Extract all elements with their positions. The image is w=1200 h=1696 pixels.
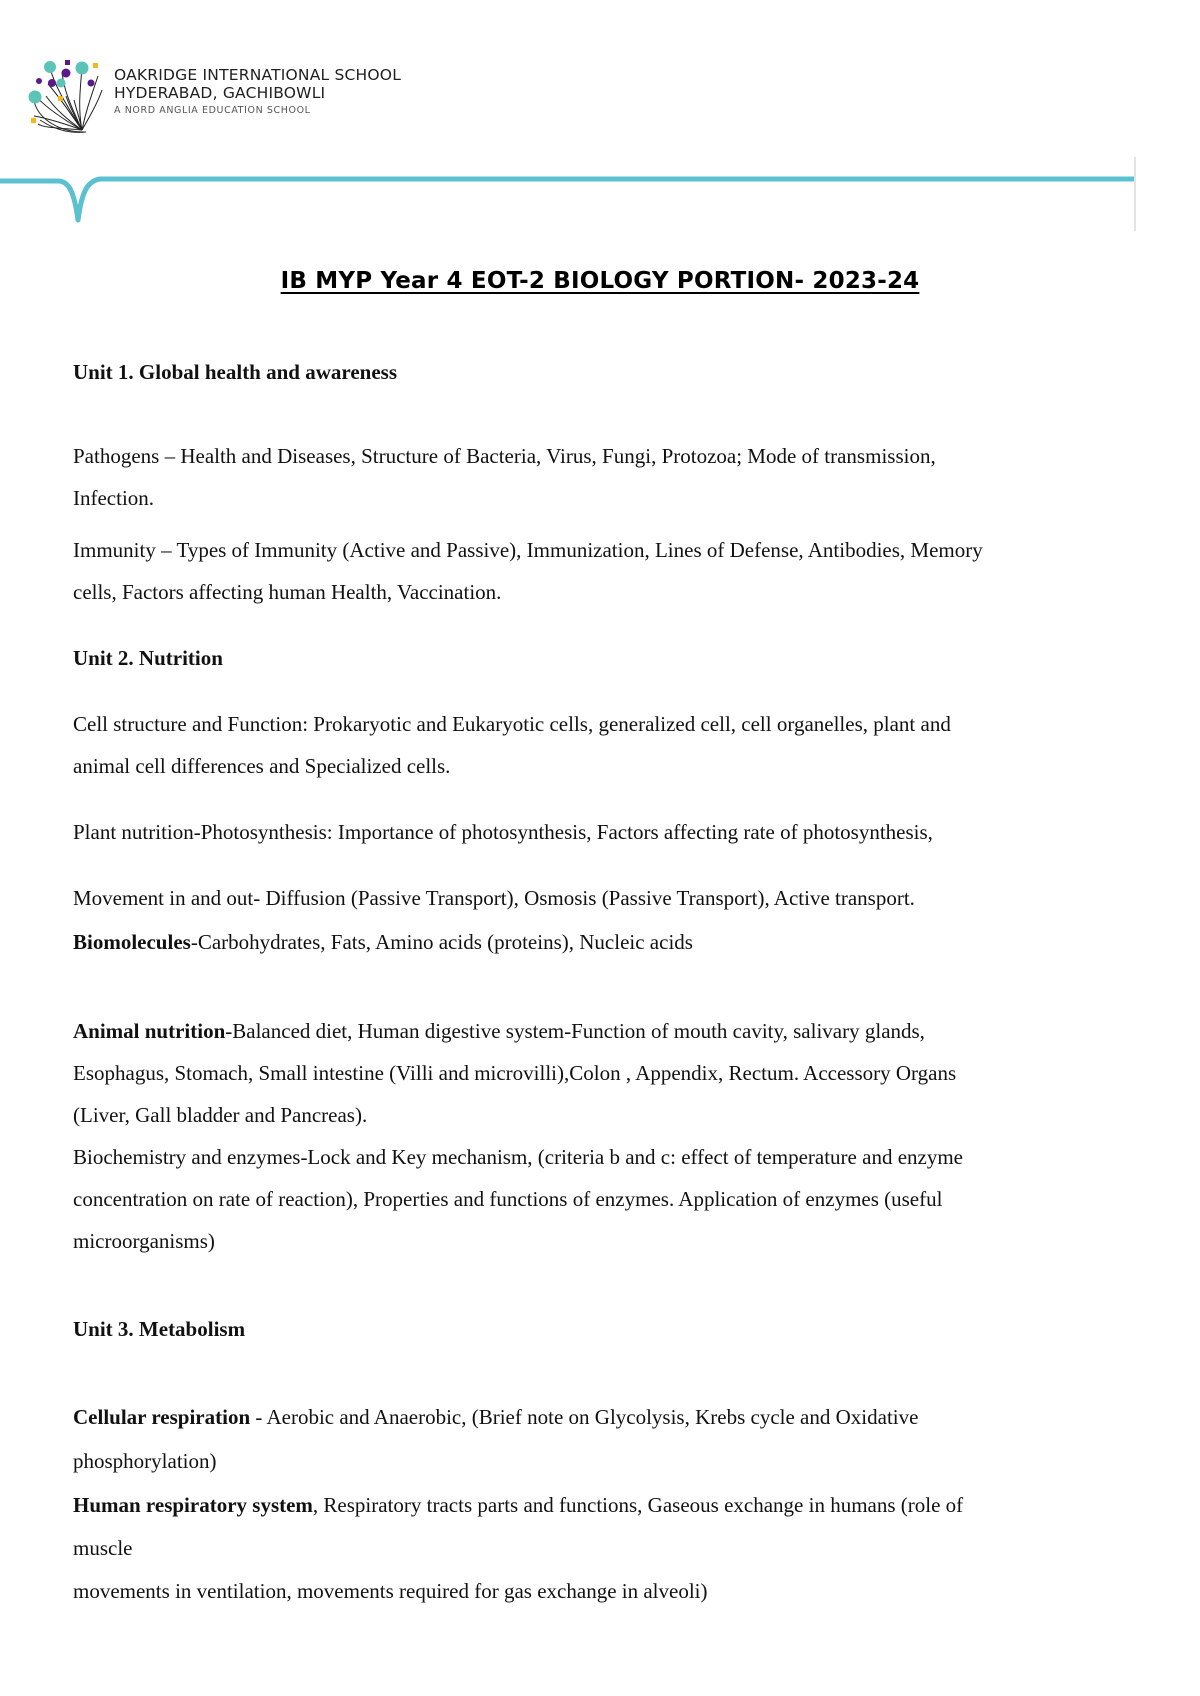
biochemistry-line: Biochemistry and enzymes-Lock and Key mechanism, (criteria b and c: effect of temperature and enzyme [73, 1145, 963, 1169]
dandelion-logo-icon [20, 50, 110, 136]
school-location: HYDERABAD, GACHIBOWLI [114, 84, 326, 102]
unit-2-line: Cell structure and Function: Prokaryotic and Eukaryotic cells, generalized cell, cell organelles, plant and [73, 712, 951, 736]
document-title: IB MYP Year 4 EOT-2 BIOLOGY PORTION- 2023-24 [280, 268, 920, 294]
human-respiratory-line: Human respiratory system, Respiratory tracts parts and functions, Gaseous exchange in humans (role of [73, 1493, 964, 1517]
human-respiratory-line: muscle [73, 1536, 133, 1560]
unit-1-line: Infection. [73, 486, 155, 510]
unit-2-line: animal cell differences and Specialized cells. [73, 754, 451, 778]
cellular-respiration-line: Cellular respiration - Aerobic and Anaerobic, (Brief note on Glycolysis, Krebs cycle and Oxidative [73, 1405, 919, 1429]
unit-2-heading: Unit 2. Nutrition [73, 646, 223, 670]
unit-1-line: Immunity – Types of Immunity (Active and Passive), Immunization, Lines of Defense, Antibodies, Memory [73, 538, 983, 562]
unit-2-line: Plant nutrition-Photosynthesis: Importance of photosynthesis, Factors affecting rate of photosynthesis, [73, 820, 933, 844]
header-wave-divider [0, 150, 1140, 230]
animal-nutrition-line: Esophagus, Stomach, Small intestine (Villi and microvilli),Colon , Appendix, Rectum. Accessory Organs [73, 1061, 957, 1085]
school-name: OAKRIDGE INTERNATIONAL SCHOOL [114, 66, 402, 84]
header-right-rule [1134, 157, 1136, 231]
biochemistry-line: concentration on rate of reaction), Properties and functions of enzymes. Application of enzymes (useful [73, 1187, 943, 1211]
unit-1-line: Pathogens – Health and Diseases, Structure of Bacteria, Virus, Fungi, Protozoa; Mode of transmission, [73, 444, 936, 468]
unit-3-heading: Unit 3. Metabolism [73, 1317, 246, 1341]
unit-2-line: Movement in and out- Diffusion (Passive Transport), Osmosis (Passive Transport), Active transport. [73, 886, 915, 910]
biomolecules-line: Biomolecules-Carbohydrates, Fats, Amino acids (proteins), Nucleic acids [73, 930, 693, 954]
school-name-block [114, 66, 401, 118]
unit-1-heading: Unit 1. Global health and awareness [73, 360, 397, 384]
human-respiratory-line: movements in ventilation, movements required for gas exchange in alveoli) [73, 1579, 708, 1603]
animal-nutrition-line: (Liver, Gall bladder and Pancreas). [73, 1103, 368, 1127]
animal-nutrition-line: Animal nutrition-Balanced diet, Human digestive system-Function of mouth cavity, salivary glands, [73, 1019, 925, 1043]
cellular-respiration-line: phosphorylation) [73, 1449, 217, 1473]
biochemistry-line: microorganisms) [73, 1229, 215, 1253]
school-tagline: A NORD ANGLIA EDUCATION SCHOOL [114, 105, 311, 116]
unit-1-line: cells, Factors affecting human Health, Vaccination. [73, 580, 502, 604]
